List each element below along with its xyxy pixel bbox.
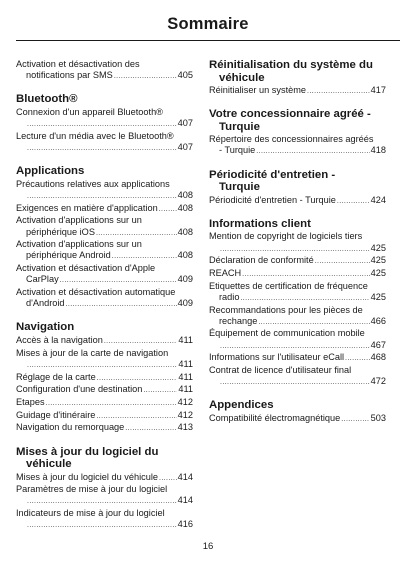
entry-leader-row <box>16 397 193 409</box>
toc-entry[interactable] <box>209 281 386 304</box>
entry-leader-row <box>209 195 386 207</box>
toc-section <box>209 399 386 425</box>
dot-leader <box>315 256 370 267</box>
entry-page-number: 472 <box>370 376 386 387</box>
entry-page-number: 418 <box>370 145 386 156</box>
toc-entry[interactable] <box>16 239 193 262</box>
entry-text: REACH <box>209 267 242 278</box>
section-heading <box>209 169 386 194</box>
section-heading-line: véhicule <box>219 71 265 84</box>
entry-page-number: 468 <box>370 352 386 363</box>
entry-text: Répertoire des concessionnaires agréés <box>209 134 374 145</box>
toc-entry[interactable] <box>16 384 193 396</box>
section-heading <box>209 218 386 231</box>
toc-entry[interactable] <box>16 59 193 82</box>
toc-entry[interactable] <box>16 107 193 130</box>
entry-page-number: 413 <box>177 422 193 433</box>
toc-section <box>16 165 193 310</box>
toc-entry[interactable] <box>209 195 386 207</box>
entry-text: Mises à jour de la carte de navigation <box>16 347 169 358</box>
entry-page-number: 408 <box>177 189 193 200</box>
toc-section <box>209 169 386 207</box>
entry-text: Activation et désactivation des <box>16 59 140 69</box>
entry-page-number: 417 <box>370 85 386 95</box>
dot-leader <box>258 317 369 328</box>
entry-text: Lecture d'un média avec le Bluetooth® <box>16 130 174 141</box>
toc-entry[interactable] <box>209 305 386 328</box>
section-heading <box>209 108 386 133</box>
entry-leader-row <box>16 274 193 286</box>
section-heading <box>209 399 386 412</box>
entry-leader-row <box>16 384 193 396</box>
entry-text: - Turquie <box>219 145 256 156</box>
section-heading-line: Votre concessionnaire agréé - <box>209 108 371 121</box>
section-heading <box>16 165 193 178</box>
dot-leader <box>256 146 369 157</box>
entry-text: CarPlay <box>26 274 59 285</box>
entry-text: Périodicité d'entretien - Turquie <box>209 194 336 205</box>
toc-entry[interactable] <box>16 131 193 154</box>
entry-page-number: 405 <box>177 70 193 81</box>
entry-leader-row <box>209 145 386 157</box>
toc-entry[interactable] <box>209 231 386 254</box>
entry-leader-row <box>16 410 193 422</box>
entry-text: Précautions relatives aux applications <box>16 178 170 189</box>
toc-column-right <box>209 59 386 436</box>
entry-text: rechange <box>219 315 258 326</box>
entry-page-number: 503 <box>370 412 386 423</box>
section-heading-line: Turquie <box>219 120 260 133</box>
dot-leader <box>159 204 177 215</box>
dot-leader <box>27 119 177 130</box>
entry-text: Paramètres de mise à jour du logiciel <box>16 484 168 495</box>
toc-entry[interactable] <box>16 397 193 409</box>
entry-leader-row <box>16 250 193 262</box>
entry-leader-row <box>209 292 386 304</box>
entry-text: Compatibilité électromagnétique <box>209 412 341 423</box>
entry-page-number: 411 <box>178 358 193 369</box>
dot-leader <box>27 360 177 371</box>
toc-entry[interactable] <box>209 255 386 267</box>
dot-leader <box>220 377 370 388</box>
entry-text: Informations sur l'utilisateur eCall <box>209 352 345 363</box>
entry-leader-row <box>16 298 193 310</box>
entry-page-number: 412 <box>177 396 193 407</box>
entry-text: Équipement de communication mobile <box>209 328 365 339</box>
section-heading-line: Appendices <box>209 399 274 412</box>
section-heading-line: Bluetooth® <box>16 93 78 106</box>
dot-leader <box>159 473 177 484</box>
toc-entry[interactable] <box>209 413 386 425</box>
entry-text: Configuration d'une destination <box>16 384 143 395</box>
entry-text: Guidage d'itinéraire <box>16 409 96 420</box>
toc-section <box>16 321 193 434</box>
dot-leader <box>46 398 177 409</box>
dot-leader <box>27 520 177 531</box>
entry-leader-row <box>16 118 193 130</box>
entry-text: Exigences en matière d'application <box>16 202 158 213</box>
entry-page-number: 407 <box>177 118 193 129</box>
dot-leader <box>60 275 177 286</box>
dot-leader <box>114 71 177 82</box>
dot-leader <box>345 353 370 364</box>
section-heading-line: véhicule <box>26 458 72 471</box>
dot-leader <box>240 293 369 304</box>
entry-leader-row <box>16 142 193 154</box>
toc-entry[interactable] <box>209 365 386 388</box>
section-heading <box>209 59 386 84</box>
toc-entry[interactable] <box>209 85 386 97</box>
entry-page-number: 408 <box>177 250 193 261</box>
entry-page-number: 411 <box>178 334 193 345</box>
entry-page-number: 416 <box>177 519 193 530</box>
entry-leader-row <box>209 340 386 352</box>
section-heading-line: Navigation <box>16 321 75 334</box>
toc-entry[interactable] <box>16 472 193 484</box>
entry-text: Activation et désactivation d'Apple <box>16 263 156 274</box>
toc-section <box>16 93 193 154</box>
entry-page-number: 424 <box>370 194 386 205</box>
entry-leader-row <box>209 255 386 267</box>
entry-text: périphérique Android <box>26 250 111 261</box>
entry-leader-row <box>16 519 193 531</box>
entry-leader-row <box>16 359 193 371</box>
dot-leader <box>143 385 177 396</box>
entry-leader-row <box>16 190 193 202</box>
toc-entry[interactable] <box>16 372 193 384</box>
entry-page-number: 411 <box>178 384 193 395</box>
toc-column-left <box>16 59 193 543</box>
entry-leader-row <box>209 413 386 425</box>
entry-text: Etiquettes de certification de fréquence <box>209 280 368 291</box>
entry-leader-row <box>16 422 193 434</box>
entry-page-number: 409 <box>177 274 193 285</box>
entry-text: Navigation du remorquage <box>16 422 125 433</box>
entry-text: Mises à jour du logiciel du véhicule <box>16 471 158 482</box>
toc-entry[interactable] <box>16 422 193 434</box>
section-heading <box>16 321 193 334</box>
dot-leader <box>112 251 177 262</box>
toc-entry[interactable] <box>16 348 193 371</box>
section-heading-line: Mises à jour du logiciel du <box>16 445 159 458</box>
dot-leader <box>96 411 176 422</box>
entry-leader-row <box>209 243 386 255</box>
entry-text: d'Android <box>26 298 65 309</box>
toc-entry[interactable] <box>209 328 386 351</box>
dot-leader <box>27 496 177 507</box>
entry-page-number: 409 <box>177 298 193 309</box>
toc-section <box>209 108 386 157</box>
entry-page-number: 425 <box>370 242 386 253</box>
dot-leader <box>125 423 176 434</box>
entry-text: Connexion d'un appareil Bluetooth® <box>16 106 163 117</box>
entry-text: Recommandations pour les pièces de <box>209 304 363 315</box>
dot-leader <box>220 341 370 352</box>
toc-entry[interactable] <box>16 508 193 531</box>
dot-leader <box>337 196 370 207</box>
toc-entry[interactable] <box>16 179 193 202</box>
entry-text: Activation d'applications sur un <box>16 215 142 226</box>
entry-text: Accès à la navigation <box>16 334 103 345</box>
entry-page-number: 408 <box>177 202 193 213</box>
entry-text: radio <box>219 291 240 302</box>
dot-leader <box>27 143 177 154</box>
entry-page-number: 414 <box>177 471 193 482</box>
dot-leader <box>220 244 370 255</box>
dot-leader <box>341 414 369 425</box>
section-heading-line: Réinitialisation du système du <box>209 59 373 71</box>
toc-section <box>209 218 386 389</box>
entry-page-number: 425 <box>370 291 386 302</box>
toc-entry[interactable] <box>16 203 193 215</box>
entry-text: Contrat de licence d'utilisateur final <box>209 365 352 376</box>
toc-section <box>16 446 193 532</box>
entry-page-number: 466 <box>370 315 386 326</box>
entry-text: Réinitialiser un système <box>209 85 307 95</box>
toc-entry[interactable] <box>16 410 193 422</box>
dot-leader <box>96 228 177 239</box>
entry-page-number: 467 <box>370 339 386 350</box>
entry-page-number: 412 <box>177 409 193 420</box>
section-heading <box>16 93 193 106</box>
entry-leader-row <box>16 372 193 384</box>
toc-entry[interactable] <box>209 352 386 364</box>
entry-leader-row <box>16 335 193 347</box>
entry-leader-row <box>209 316 386 328</box>
entry-leader-row <box>209 352 386 364</box>
entry-text: périphérique iOS <box>26 226 95 237</box>
toc-entry[interactable] <box>209 268 386 280</box>
toc-entry[interactable] <box>209 134 386 157</box>
page-title: Sommaire <box>167 15 249 33</box>
entry-text: Indicateurs de mise à jour du logiciel <box>16 508 165 519</box>
toc-section <box>209 59 386 97</box>
entry-leader-row <box>16 495 193 507</box>
toc-entry[interactable] <box>16 287 193 310</box>
entry-page-number: 408 <box>177 226 193 237</box>
toc-entry[interactable] <box>16 263 193 286</box>
section-heading-line: Turquie <box>219 181 260 194</box>
entry-text: Activation et désactivation automatique <box>16 287 176 298</box>
section-heading <box>16 446 193 471</box>
entry-leader-row <box>16 472 193 484</box>
entry-text: Réglage de la carte <box>16 371 96 382</box>
entry-page-number: 425 <box>370 267 386 278</box>
entry-page-number: 411 <box>178 371 193 382</box>
entry-leader-row <box>209 268 386 280</box>
entry-text: Etapes <box>16 396 45 407</box>
entry-leader-row <box>209 85 386 97</box>
section-heading-line: Applications <box>16 165 85 178</box>
dot-leader <box>104 336 178 347</box>
toc-entry[interactable] <box>16 335 193 347</box>
entry-text: notifications par SMS <box>26 70 113 81</box>
entry-page-number: 407 <box>177 142 193 153</box>
dot-leader <box>66 299 177 310</box>
toc-entry[interactable] <box>16 484 193 507</box>
entry-page-number: 414 <box>177 495 193 506</box>
dot-leader <box>307 86 370 97</box>
entry-text: Mention de copyright de logiciels tiers <box>209 231 363 242</box>
dot-leader <box>242 269 369 280</box>
title-divider <box>16 40 400 41</box>
entry-page-number: 425 <box>370 255 386 266</box>
entry-leader-row <box>16 70 193 82</box>
entry-leader-row <box>16 203 193 215</box>
entry-leader-row <box>16 227 193 239</box>
dot-leader <box>27 191 177 202</box>
dot-leader <box>97 373 178 384</box>
section-heading-line: Périodicité d'entretien - <box>209 168 336 181</box>
section-heading-line: Informations client <box>209 217 311 230</box>
entry-text: Activation d'applications sur un <box>16 239 142 250</box>
entry-leader-row <box>209 376 386 388</box>
entry-text: Déclaration de conformité <box>209 255 314 266</box>
toc-section <box>16 59 193 82</box>
toc-entry[interactable] <box>16 215 193 238</box>
page-number: 16 <box>202 541 214 552</box>
